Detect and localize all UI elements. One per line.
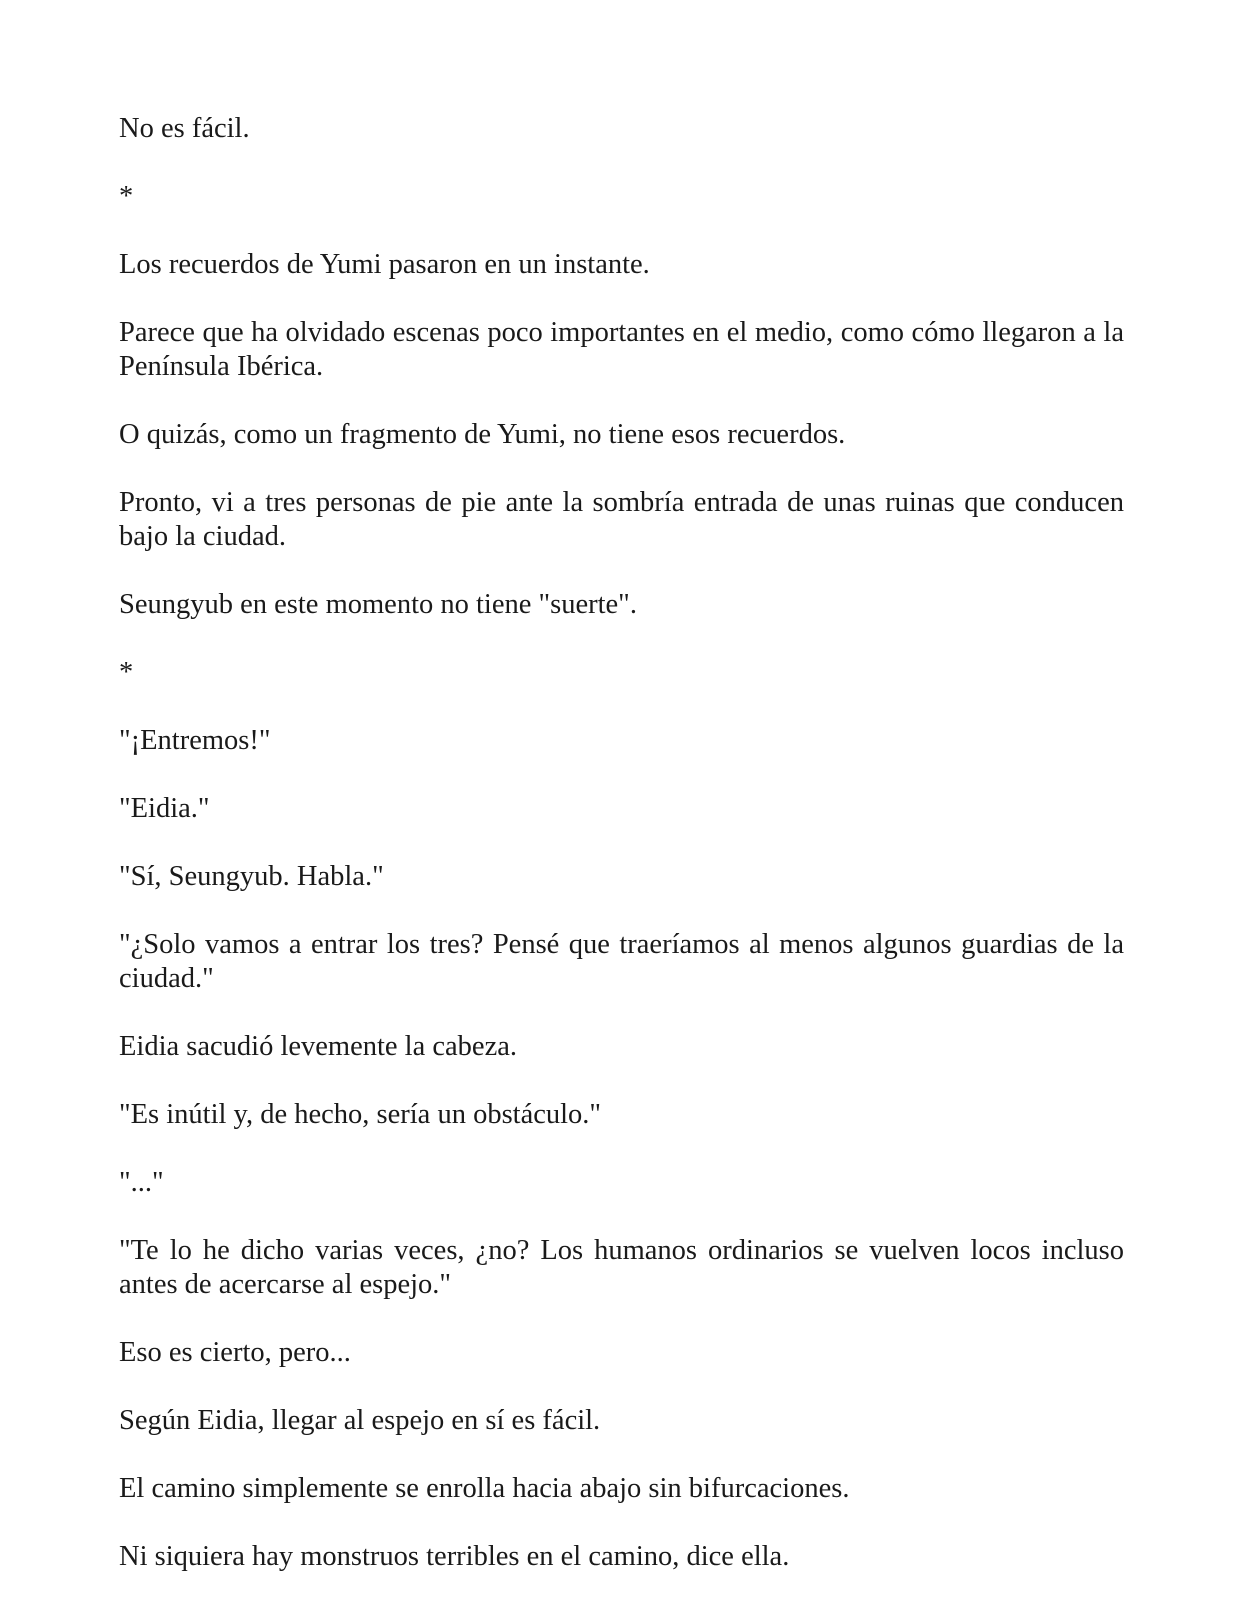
dialogue-line: "..." [119, 1167, 164, 1198]
dialogue-line: "¡Entremos!" [119, 725, 271, 756]
paragraph: Pronto, vi a tres personas de pie ante la sombría entrada de unas ruinas que conducen bajo la ciudad. [119, 487, 1124, 552]
dialogue-line: "Es inútil y, de hecho, sería un obstáculo." [119, 1099, 602, 1130]
paragraph: Eso es cierto, pero... [119, 1337, 351, 1368]
paragraph: El camino simplemente se enrolla hacia abajo sin bifurcaciones. [119, 1473, 850, 1504]
section-separator: * [119, 657, 134, 688]
section-separator: * [119, 181, 134, 212]
paragraph: Ni siquiera hay monstruos terribles en el camino, dice ella. [119, 1541, 790, 1572]
document-page [119, 112, 1124, 1608]
paragraph: Seungyub en este momento no tiene "suerte". [119, 589, 637, 620]
paragraph: Los recuerdos de Yumi pasaron en un instante. [119, 249, 650, 280]
dialogue-line: "¿Solo vamos a entrar los tres? Pensé que traeríamos al menos algunos guardias de la ciudad." [119, 929, 1124, 994]
paragraph: O quizás, como un fragmento de Yumi, no tiene esos recuerdos. [119, 419, 846, 450]
dialogue-line: "Sí, Seungyub. Habla." [119, 861, 384, 892]
paragraph: Eidia sacudió levemente la cabeza. [119, 1031, 517, 1062]
paragraph: No es fácil. [119, 113, 250, 144]
paragraph: Parece que ha olvidado escenas poco importantes en el medio, como cómo llegaron a la Península Ibérica. [119, 317, 1124, 382]
dialogue-line: "Te lo he dicho varias veces, ¿no? Los humanos ordinarios se vuelven locos incluso antes de acercarse al espejo." [119, 1235, 1124, 1300]
paragraph: Según Eidia, llegar al espejo en sí es fácil. [119, 1405, 601, 1436]
dialogue-line: "Eidia." [119, 793, 210, 824]
